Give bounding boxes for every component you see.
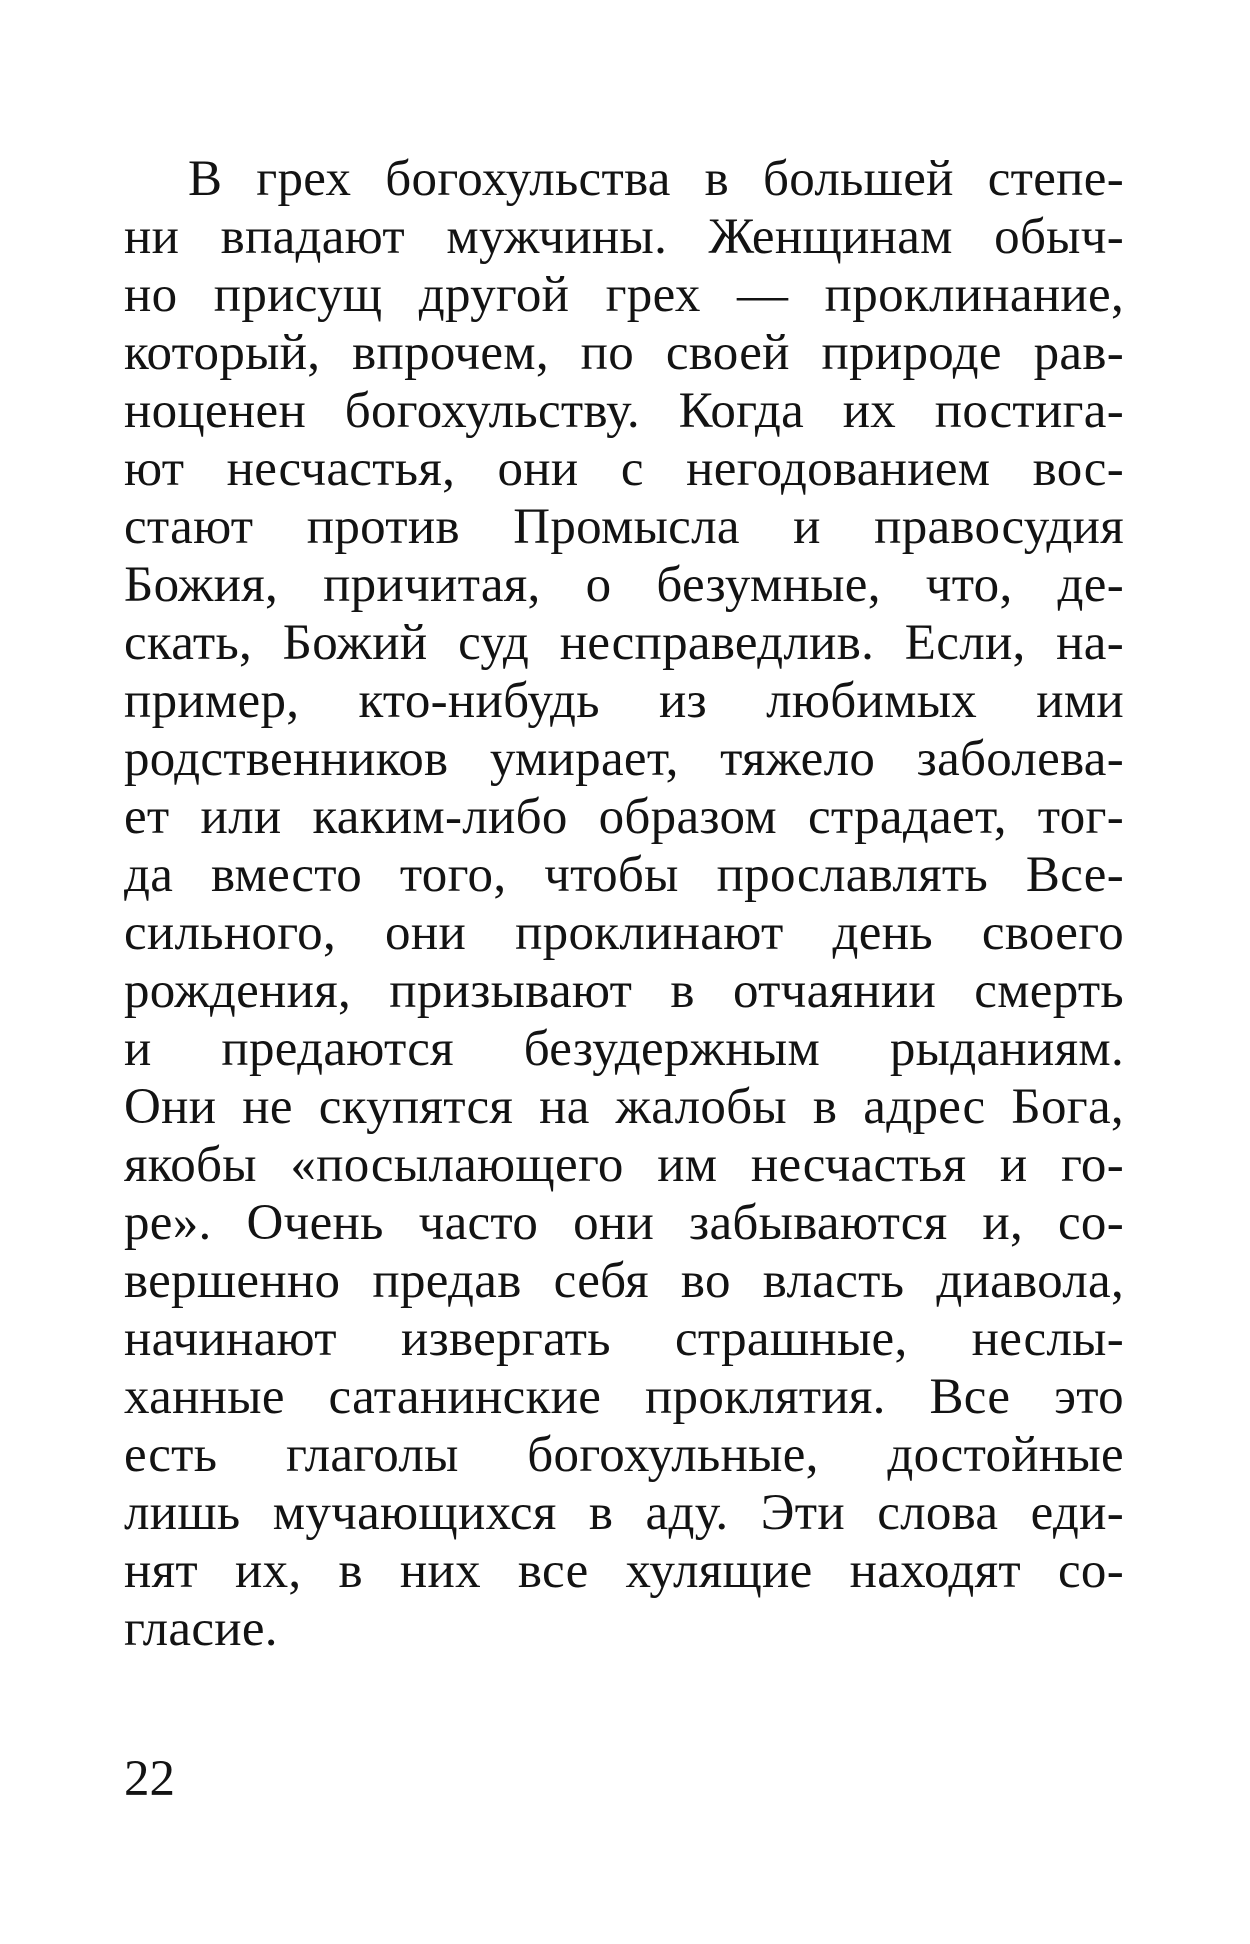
text-line: да вместо того, чтобы прославлять Все-: [124, 847, 1124, 903]
text-line: ре». Очень часто они забываются и, со-: [124, 1195, 1124, 1251]
text-line: ханные сатанинские проклятия. Все это: [124, 1369, 1124, 1425]
text-line: В грех богохульства в большей степе-: [188, 151, 1124, 207]
text-line: сильного, они проклинают день своего: [124, 905, 1124, 961]
text-line: гласие.: [124, 1601, 278, 1657]
text-line: есть глаголы богохульные, достойные: [124, 1427, 1124, 1483]
text-line: ноценен богохульству. Когда их постига-: [124, 383, 1124, 439]
body-paragraph: [124, 150, 1124, 1658]
text-line: рождения, призывают в отчаянии смерть: [124, 963, 1124, 1019]
text-line: нят их, в них все хулящие находят со-: [124, 1543, 1124, 1599]
text-line: скать, Божий суд несправедлив. Если, на-: [124, 615, 1124, 671]
text-line: ет или каким-либо образом страдает, тог-: [124, 789, 1124, 845]
text-line: стают против Промысла и правосудия: [124, 499, 1124, 555]
text-line: Божия, причитая, о безумные, что, де-: [124, 557, 1124, 613]
text-line: родственников умирает, тяжело заболева-: [124, 731, 1124, 787]
text-line: который, впрочем, по своей природе рав-: [124, 325, 1124, 381]
text-line: вершенно предав себя во власть диавола,: [124, 1253, 1124, 1309]
text-line: лишь мучающихся в аду. Эти слова еди-: [124, 1485, 1124, 1541]
text-line: и предаются безудержным рыданиям.: [124, 1021, 1124, 1077]
page-number: 22: [124, 1751, 175, 1807]
text-line: якобы «посылающего им несчастья и го-: [124, 1137, 1124, 1193]
text-line: Они не скупятся на жалобы в адрес Бога,: [124, 1079, 1124, 1135]
text-line: пример, кто-нибудь из любимых ими: [124, 673, 1124, 729]
text-line: ют несчастья, они с негодованием вос-: [124, 441, 1124, 497]
text-line: но присущ другой грех — проклинание,: [124, 267, 1124, 323]
text-line: ни впадают мужчины. Женщинам обыч-: [124, 209, 1124, 265]
text-line: начинают извергать страшные, неслы-: [124, 1311, 1124, 1367]
